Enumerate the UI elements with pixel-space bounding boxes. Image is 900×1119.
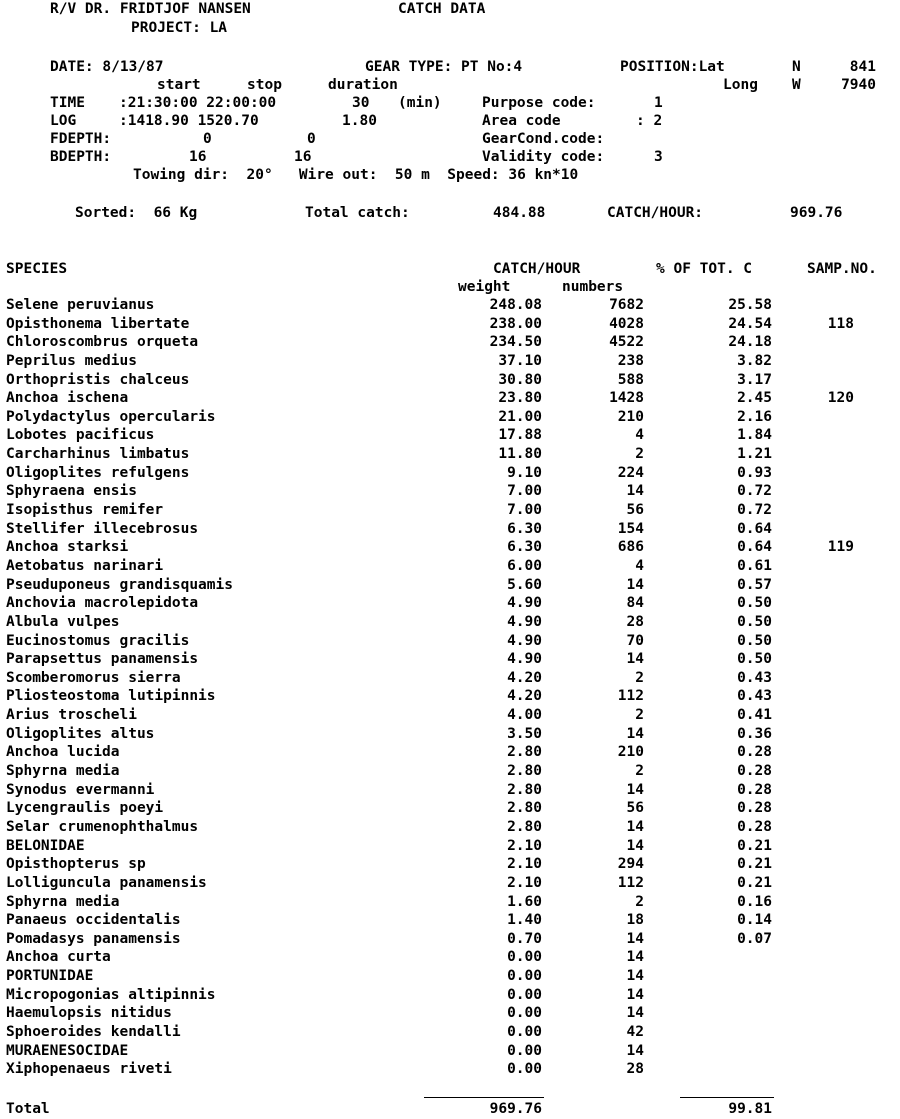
catch-numbers: 238	[617, 352, 644, 369]
catch-numbers: 84	[626, 595, 644, 612]
catch-weight: 2.10	[507, 837, 542, 854]
percent-of-total: 0.28	[737, 818, 772, 835]
time-unit: (min)	[398, 95, 442, 111]
catch-numbers: 14	[626, 818, 644, 835]
species-name: Sphyraena ensis	[6, 483, 137, 500]
sample-number: 118	[827, 315, 854, 332]
subheader-weight: weight	[458, 279, 511, 295]
table-row	[0, 967, 900, 986]
catch-numbers: 14	[626, 837, 644, 854]
catch-numbers: 224	[617, 464, 644, 481]
catch-numbers: 14	[626, 1042, 644, 1059]
percent-of-total: 0.50	[737, 613, 772, 630]
catch-numbers: 2	[635, 707, 644, 724]
catch-numbers: 294	[617, 856, 644, 873]
table-row	[0, 594, 900, 613]
species-name: Isopisthus remifer	[6, 502, 164, 519]
col-header-sample-no: SAMP.NO.	[807, 261, 877, 277]
validity-code-label: Validity code:	[482, 149, 605, 165]
percent-of-total: 0.64	[737, 539, 772, 556]
fdepth-stop: 0	[307, 131, 316, 147]
table-row	[0, 352, 900, 371]
catch-numbers: 14	[626, 483, 644, 500]
validity-code-value: 3	[654, 149, 663, 165]
percent-of-total: 3.82	[737, 352, 772, 369]
catch-weight: 7.00	[507, 502, 542, 519]
catch-weight: 4.90	[507, 595, 542, 612]
percent-of-total: 2.45	[737, 390, 772, 407]
bdepth-start: 16	[189, 149, 207, 165]
catch-weight: 3.50	[507, 725, 542, 742]
species-name: Pseuduponeus grandisquamis	[6, 576, 233, 593]
table-row	[0, 948, 900, 967]
catch-weight: 1.40	[507, 912, 542, 929]
catch-weight: 23.80	[498, 390, 542, 407]
species-name: Anchoa lucida	[6, 744, 120, 761]
vessel-name: R/V DR. FRIDTJOF NANSEN	[50, 1, 251, 17]
species-name: Aetobatus narinari	[6, 557, 164, 574]
col-duration: duration	[328, 77, 398, 93]
table-row	[0, 408, 900, 427]
percent-of-total: 0.43	[737, 688, 772, 705]
species-table-body	[0, 296, 900, 1079]
catch-weight: 2.10	[507, 856, 542, 873]
percent-of-total: 0.28	[737, 763, 772, 780]
species-name: Lycengraulis poeyi	[6, 800, 164, 817]
gearcond-code-label: GearCond.code:	[482, 131, 605, 147]
percent-of-total: 0.21	[737, 856, 772, 873]
table-row	[0, 1023, 900, 1042]
species-name: Oligoplites refulgens	[6, 464, 190, 481]
table-row	[0, 445, 900, 464]
catch-weight: 7.00	[507, 483, 542, 500]
catch-weight: 4.90	[507, 651, 542, 668]
table-row	[0, 613, 900, 632]
catch-weight: 6.30	[507, 539, 542, 556]
catch-weight: 2.80	[507, 744, 542, 761]
col-header-catch-hour: CATCH/HOUR	[493, 261, 581, 277]
log-label: LOG	[50, 113, 77, 129]
catch-numbers: 686	[617, 539, 644, 556]
percent-of-total: 0.21	[737, 874, 772, 891]
table-row	[0, 687, 900, 706]
catch-numbers: 4522	[609, 334, 644, 351]
table-row	[0, 315, 900, 334]
longitude-value: 7940	[841, 77, 876, 93]
catch-weight: 9.10	[507, 464, 542, 481]
sample-number: 120	[827, 390, 854, 407]
percent-of-total: 0.50	[737, 632, 772, 649]
table-row	[0, 930, 900, 949]
table-row	[0, 818, 900, 837]
percent-of-total: 0.28	[737, 800, 772, 817]
species-name: Albula vulpes	[6, 613, 120, 630]
catch-weight: 4.00	[507, 707, 542, 724]
fdepth-label: FDEPTH:	[50, 131, 112, 147]
table-row	[0, 893, 900, 912]
catch-numbers: 14	[626, 725, 644, 742]
table-row	[0, 557, 900, 576]
longitude-label: Long	[723, 77, 758, 93]
subheader-numbers: numbers	[562, 279, 624, 295]
species-name: Parapsettus panamensis	[6, 651, 199, 668]
table-row	[0, 296, 900, 315]
total-label: Total	[6, 1101, 50, 1117]
catch-weight: 0.00	[507, 1042, 542, 1059]
fdepth-start: 0	[203, 131, 212, 147]
species-name: Stellifer illecebrosus	[6, 520, 199, 537]
sample-number: 119	[827, 539, 854, 556]
percent-of-total: 0.07	[737, 930, 772, 947]
col-header-species: SPECIES	[6, 261, 68, 277]
gear-type: GEAR TYPE: PT No:4	[365, 59, 523, 75]
catch-numbers: 14	[626, 576, 644, 593]
time-label: TIME	[50, 95, 85, 111]
table-row	[0, 1004, 900, 1023]
sorted-weight: Sorted: 66 Kg	[75, 205, 198, 221]
total-weight: 969.76	[489, 1101, 542, 1117]
table-row	[0, 333, 900, 352]
catch-weight: 4.90	[507, 632, 542, 649]
total-pct: 99.81	[728, 1101, 772, 1117]
percent-of-total: 0.57	[737, 576, 772, 593]
table-row	[0, 501, 900, 520]
catch-numbers: 14	[626, 781, 644, 798]
species-name: Carcharhinus limbatus	[6, 446, 190, 463]
catch-numbers: 28	[626, 1061, 644, 1078]
species-name: MURAENESOCIDAE	[6, 1042, 129, 1059]
catch-weight: 4.90	[507, 613, 542, 630]
species-name: Synodus evermanni	[6, 781, 155, 798]
table-row	[0, 538, 900, 557]
table-row	[0, 1042, 900, 1061]
log-duration: 1.80	[342, 113, 377, 129]
table-row	[0, 986, 900, 1005]
table-row	[0, 520, 900, 539]
species-name: Lolliguncula panamensis	[6, 874, 207, 891]
catch-weight: 2.80	[507, 781, 542, 798]
species-name: Pliosteostoma lutipinnis	[6, 688, 216, 705]
catch-numbers: 154	[617, 520, 644, 537]
catch-weight: 4.20	[507, 688, 542, 705]
species-name: Selene peruvianus	[6, 297, 155, 313]
percent-of-total: 25.58	[728, 297, 772, 313]
species-name: Pomadasys panamensis	[6, 930, 181, 947]
percent-of-total: 24.54	[728, 315, 772, 332]
catch-numbers: 2	[635, 893, 644, 910]
catch-numbers: 14	[626, 986, 644, 1003]
table-row	[0, 874, 900, 893]
species-name: Sphyrna media	[6, 893, 120, 910]
col-start: start	[157, 77, 201, 93]
table-row	[0, 762, 900, 781]
percent-of-total: 0.61	[737, 557, 772, 574]
species-name: Chloroscombrus orqueta	[6, 334, 199, 351]
catch-numbers: 210	[617, 744, 644, 761]
longitude-hemisphere: W	[792, 77, 801, 93]
catch-weight: 0.00	[507, 986, 542, 1003]
catch-weight: 2.10	[507, 874, 542, 891]
catch-numbers: 70	[626, 632, 644, 649]
table-row	[0, 725, 900, 744]
catch-weight: 2.80	[507, 763, 542, 780]
species-name: Anchoa curta	[6, 949, 111, 966]
total-catch-value: 484.88	[493, 205, 546, 221]
species-name: Orthopristis chalceus	[6, 371, 190, 388]
catch-numbers: 2	[635, 669, 644, 686]
catch-numbers: 18	[626, 912, 644, 929]
table-row	[0, 837, 900, 856]
latitude-hemisphere: N	[792, 59, 801, 75]
percent-of-total: 0.72	[737, 483, 772, 500]
table-row	[0, 371, 900, 390]
bdepth-stop: 16	[294, 149, 312, 165]
catch-numbers: 112	[617, 874, 644, 891]
bdepth-label: BDEPTH:	[50, 149, 112, 165]
col-header-pct-total: % OF TOT. C	[656, 261, 753, 277]
percent-of-total: 0.50	[737, 651, 772, 668]
catch-weight: 5.60	[507, 576, 542, 593]
percent-of-total: 0.16	[737, 893, 772, 910]
percent-of-total: 0.36	[737, 725, 772, 742]
species-name: Anchoa starksi	[6, 539, 129, 556]
species-name: Polydactylus opercularis	[6, 408, 216, 425]
latitude-value: 841	[849, 59, 876, 75]
catch-weight: 0.00	[507, 1005, 542, 1022]
species-name: Panaeus occidentalis	[6, 912, 181, 929]
species-name: Arius troscheli	[6, 707, 137, 724]
catch-weight: 0.70	[507, 930, 542, 947]
catch-numbers: 4	[635, 427, 644, 444]
catch-weight: 234.50	[489, 334, 542, 351]
area-code-label: Area code	[482, 113, 561, 129]
area-code-value: : 2	[636, 113, 663, 129]
time-duration: 30	[352, 95, 370, 111]
table-row	[0, 576, 900, 595]
table-row	[0, 669, 900, 688]
catch-numbers: 1428	[609, 390, 644, 407]
purpose-code-label: Purpose code:	[482, 95, 596, 111]
catch-numbers: 56	[626, 502, 644, 519]
percent-of-total: 0.41	[737, 707, 772, 724]
catch-numbers: 14	[626, 968, 644, 985]
percent-of-total: 0.28	[737, 781, 772, 798]
species-name: Oligoplites altus	[6, 725, 155, 742]
table-row	[0, 855, 900, 874]
table-row	[0, 464, 900, 483]
percent-of-total: 3.17	[737, 371, 772, 388]
percent-of-total: 2.16	[737, 408, 772, 425]
table-row	[0, 1060, 900, 1079]
table-row	[0, 799, 900, 818]
species-name: Opisthonema libertate	[6, 315, 190, 332]
species-name: Opisthopterus sp	[6, 856, 146, 873]
species-name: Peprilus medius	[6, 352, 137, 369]
log-values: :1418.90 1520.70	[119, 113, 259, 129]
species-name: Selar crumenophthalmus	[6, 818, 199, 835]
col-stop: stop	[247, 77, 282, 93]
species-name: Sphoeroides kendalli	[6, 1023, 181, 1040]
towing-info: Towing dir: 20° Wire out: 50 m Speed: 36 kn*10	[133, 167, 579, 183]
percent-of-total: 0.64	[737, 520, 772, 537]
catch-weight: 248.08	[489, 297, 542, 313]
species-name: Xiphopenaeus riveti	[6, 1061, 172, 1078]
catch-weight: 17.88	[498, 427, 542, 444]
catch-hour-label: CATCH/HOUR:	[607, 205, 704, 221]
species-name: PORTUNIDAE	[6, 968, 94, 985]
catch-numbers: 42	[626, 1023, 644, 1040]
table-row	[0, 482, 900, 501]
species-name: Anchovia macrolepidota	[6, 595, 199, 612]
catch-numbers: 2	[635, 763, 644, 780]
catch-numbers: 2	[635, 446, 644, 463]
catch-numbers: 14	[626, 930, 644, 947]
percent-of-total: 0.21	[737, 837, 772, 854]
catch-numbers: 4028	[609, 315, 644, 332]
catch-weight: 30.80	[498, 371, 542, 388]
catch-numbers: 14	[626, 651, 644, 668]
table-row	[0, 426, 900, 445]
catch-weight: 2.80	[507, 800, 542, 817]
catch-weight: 4.20	[507, 669, 542, 686]
report-title: CATCH DATA	[398, 1, 486, 17]
species-name: Eucinostomus gracilis	[6, 632, 190, 649]
catch-weight: 1.60	[507, 893, 542, 910]
catch-weight: 37.10	[498, 352, 542, 369]
table-row	[0, 706, 900, 725]
catch-weight: 238.00	[489, 315, 542, 332]
catch-hour-value: 969.76	[790, 205, 843, 221]
catch-weight: 11.80	[498, 446, 542, 463]
catch-weight: 0.00	[507, 949, 542, 966]
percent-of-total: 0.50	[737, 595, 772, 612]
time-values: :21:30:00 22:00:00	[119, 95, 277, 111]
catch-numbers: 112	[617, 688, 644, 705]
catch-numbers: 56	[626, 800, 644, 817]
catch-numbers: 4	[635, 557, 644, 574]
species-name: Sphyrna media	[6, 763, 120, 780]
species-name: BELONIDAE	[6, 837, 85, 854]
catch-weight: 0.00	[507, 968, 542, 985]
catch-numbers: 7682	[609, 297, 644, 313]
catch-weight: 6.00	[507, 557, 542, 574]
catch-numbers: 14	[626, 1005, 644, 1022]
species-name: Anchoa ischena	[6, 390, 129, 407]
species-name: Scomberomorus sierra	[6, 669, 181, 686]
table-row	[0, 389, 900, 408]
percent-of-total: 0.43	[737, 669, 772, 686]
species-name: Micropogonias altipinnis	[6, 986, 216, 1003]
catch-numbers: 588	[617, 371, 644, 388]
table-row	[0, 781, 900, 800]
total-catch-label: Total catch:	[305, 205, 410, 221]
catch-numbers: 14	[626, 949, 644, 966]
table-row	[0, 911, 900, 930]
percent-of-total: 0.14	[737, 912, 772, 929]
percent-of-total: 0.72	[737, 502, 772, 519]
station-date: DATE: 8/13/87	[50, 59, 164, 75]
total-weight-rule	[424, 1097, 544, 1098]
catch-numbers: 28	[626, 613, 644, 630]
table-row	[0, 650, 900, 669]
percent-of-total: 1.21	[737, 446, 772, 463]
species-name: Lobotes pacificus	[6, 427, 155, 444]
percent-of-total: 0.93	[737, 464, 772, 481]
table-row	[0, 632, 900, 651]
project-code: PROJECT: LA	[131, 20, 228, 36]
catch-weight: 0.00	[507, 1023, 542, 1040]
table-row	[0, 743, 900, 762]
total-pct-rule	[680, 1097, 774, 1098]
catch-weight: 21.00	[498, 408, 542, 425]
catch-numbers: 210	[617, 408, 644, 425]
percent-of-total: 1.84	[737, 427, 772, 444]
catch-weight: 6.30	[507, 520, 542, 537]
position-label: POSITION:Lat	[620, 59, 725, 75]
catch-weight: 2.80	[507, 818, 542, 835]
percent-of-total: 0.28	[737, 744, 772, 761]
species-name: Haemulopsis nitidus	[6, 1005, 172, 1022]
catch-weight: 0.00	[507, 1061, 542, 1078]
percent-of-total: 24.18	[728, 334, 772, 351]
purpose-code-value: 1	[654, 95, 663, 111]
